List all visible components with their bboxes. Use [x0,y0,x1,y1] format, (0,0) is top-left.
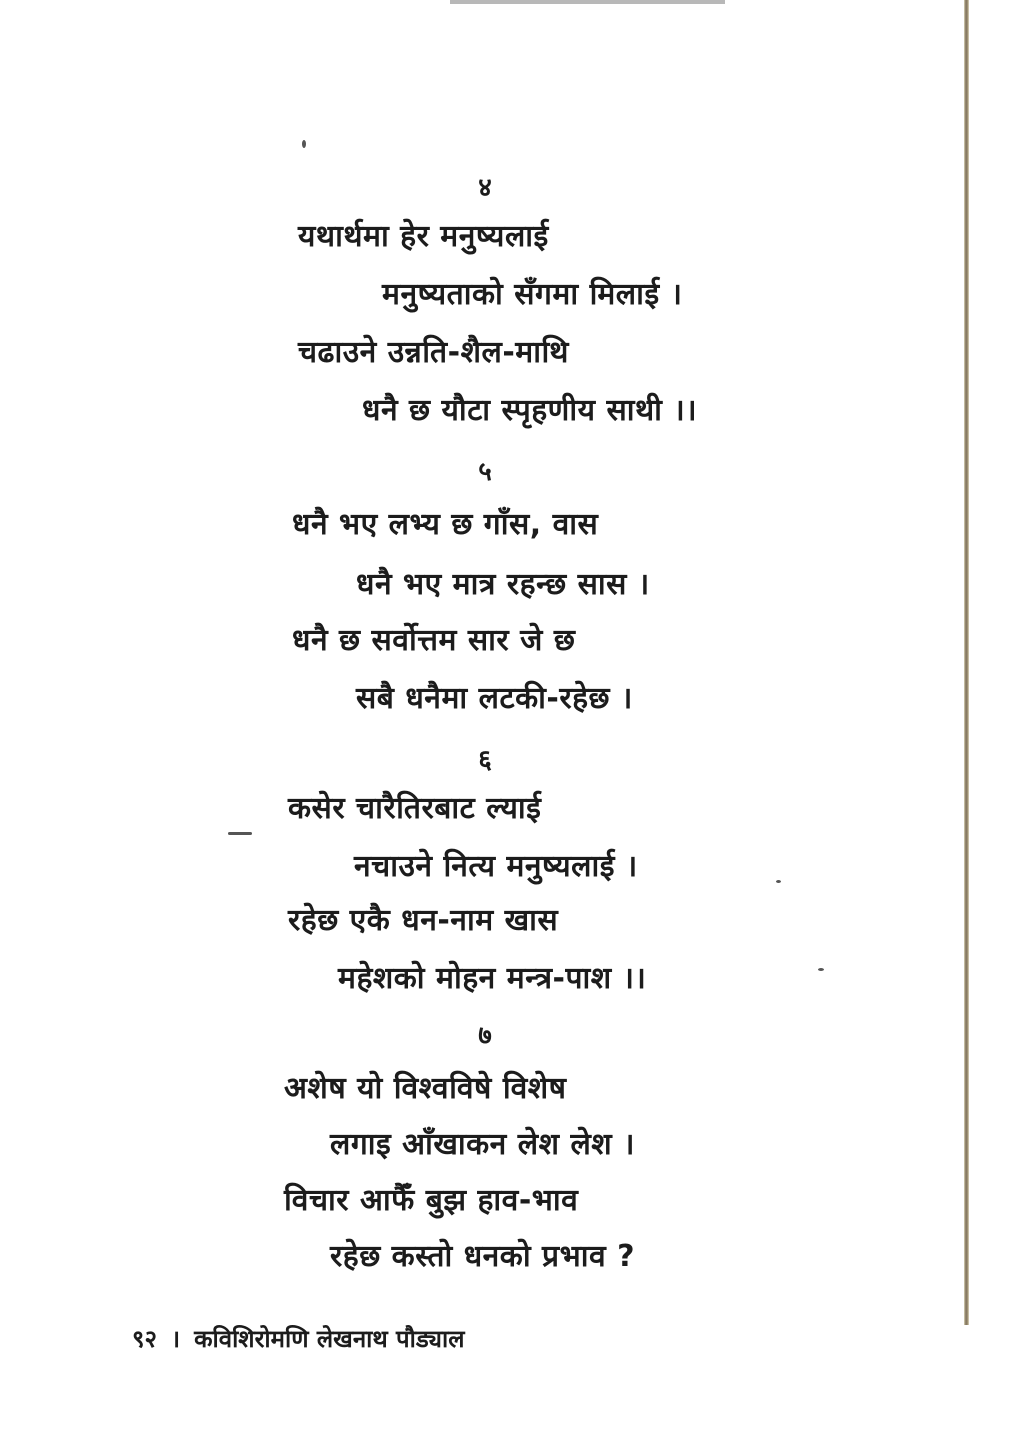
verse-line: मनुष्यताको सँगमा मिलाई । [382,277,683,312]
stanza-number: ६ [478,745,492,775]
verse-line: नचाउने नित्य मनुष्यलाई । [354,849,638,884]
footer-separator: । [170,1325,181,1353]
verse-line: धनै भए मात्र रहन्छ सास । [356,567,650,602]
page-footer [132,1322,464,1355]
verse-line: चढाउने उन्नति-शैल-माथि [298,335,569,370]
stanza-number: ७ [478,1021,492,1051]
verse-line: रहेछ एकै धन-नाम खास [288,903,559,938]
verse-line: धनै भए लभ्य छ गाँस, वास [292,507,599,542]
verse-line: धनै छ सर्वोत्तम सार जे छ [292,623,576,658]
verse-line: रहेछ कस्तो धनको प्रभाव ? [330,1239,636,1274]
book-title: कविशिरोमणि लेखनाथ पौड्याल [194,1325,465,1353]
stanza-number: ४ [478,173,492,203]
verse-line: विचार आफैँ बुझ हाव-भाव [284,1183,579,1218]
verse-line: कसेर चारैतिरबाट ल्याई [288,791,542,826]
stanza-number: ५ [478,457,492,487]
verse-line: धनै छ यौटा स्पृहणीय साथी ।। [362,393,698,428]
verse-line: सबै धनैमा लटकी-रहेछ । [356,681,633,716]
verse-line: यथार्थमा हेर मनुष्यलाई [298,219,549,254]
page-number: ९२ [132,1325,157,1353]
verse-line: महेशको मोहन मन्त्र-पाश ।। [338,961,647,996]
verse-line: लगाइ आँखाकन लेश लेश । [330,1127,636,1162]
verse-line: अशेष यो विश्वविषे विशेष [284,1071,567,1106]
